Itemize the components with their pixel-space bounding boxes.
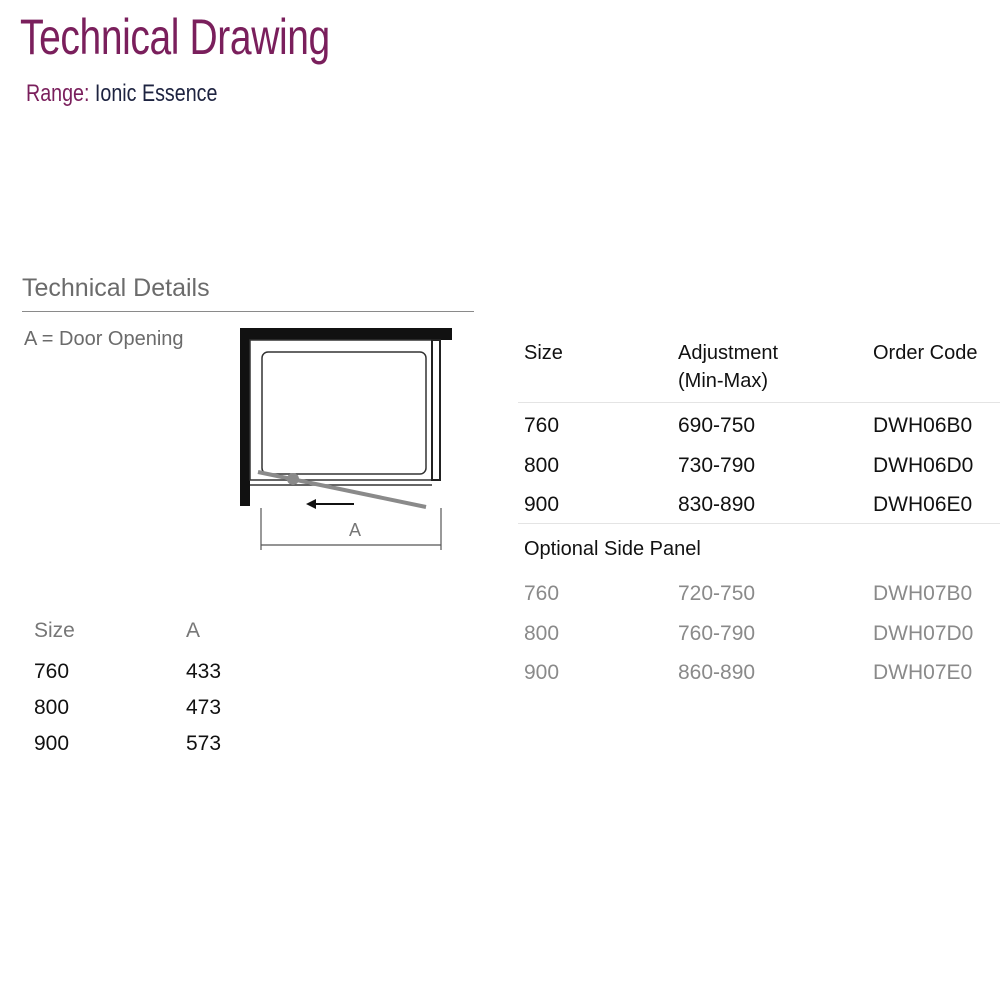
side-panel-row-size: 800: [524, 622, 560, 645]
side-panel-row-order-code: DWH07E0: [873, 661, 973, 684]
shower-plan-drawing: [236, 320, 466, 555]
opening-row-size: 760: [34, 660, 70, 683]
door-row-adjustment: 830-890: [678, 493, 756, 516]
door-row-size: 900: [524, 493, 560, 516]
top-wall: [240, 328, 452, 340]
opening-row-size: 900: [34, 732, 70, 755]
dimension-label: A: [348, 520, 362, 540]
tray-inner: [262, 352, 426, 474]
side-panel-title: Optional Side Panel: [524, 538, 701, 560]
side-panel-row-adjustment: 760-790: [678, 622, 756, 645]
door-row-adjustment: 730-790: [678, 454, 756, 477]
door-opening-legend: A = Door Opening: [24, 328, 184, 350]
opening-row-a: 573: [186, 732, 222, 755]
slide-arrow-head-icon: [306, 499, 316, 509]
left-wall: [240, 328, 250, 506]
side-panel-row-order-code: DWH07B0: [873, 582, 973, 605]
door-row-size: 800: [524, 454, 560, 477]
header-divider: [518, 402, 1000, 403]
opening-row-size: 800: [34, 696, 70, 719]
door-row-order-code: DWH06D0: [873, 454, 974, 477]
section-title: Technical Details: [22, 274, 210, 302]
door-header-order-code: Order Code: [873, 342, 978, 364]
range-value: Ionic Essence: [94, 80, 218, 107]
side-panel-row-adjustment: 720-750: [678, 582, 756, 605]
tray-outline: [250, 340, 440, 480]
door-header-adjustment: Adjustment: [678, 342, 779, 364]
door-header-adjustment-sub: (Min-Max): [678, 370, 768, 392]
opening-row-a: 473: [186, 696, 222, 719]
door-row-adjustment: 690-750: [678, 414, 756, 437]
page-title: Technical Drawing: [20, 9, 330, 65]
side-panel: [432, 340, 440, 480]
opening-row-a: 433: [186, 660, 222, 683]
range-label: Range:: [26, 80, 90, 107]
section-divider: [22, 311, 474, 312]
door-row-size: 760: [524, 414, 560, 437]
side-panel-row-size: 900: [524, 661, 560, 684]
range-line: [26, 80, 217, 108]
door-pivot-icon: [287, 473, 299, 485]
side-panel-row-size: 760: [524, 582, 560, 605]
door-row-order-code: DWH06E0: [873, 493, 973, 516]
section-divider: [518, 523, 1000, 524]
door-header-size: Size: [524, 342, 563, 364]
opening-header-a: A: [186, 619, 201, 642]
sliding-door: [258, 472, 426, 507]
door-row-order-code: DWH06B0: [873, 414, 973, 437]
opening-header-size: Size: [34, 619, 75, 642]
side-panel-row-order-code: DWH07D0: [873, 622, 974, 645]
side-panel-row-adjustment: 860-890: [678, 661, 756, 684]
